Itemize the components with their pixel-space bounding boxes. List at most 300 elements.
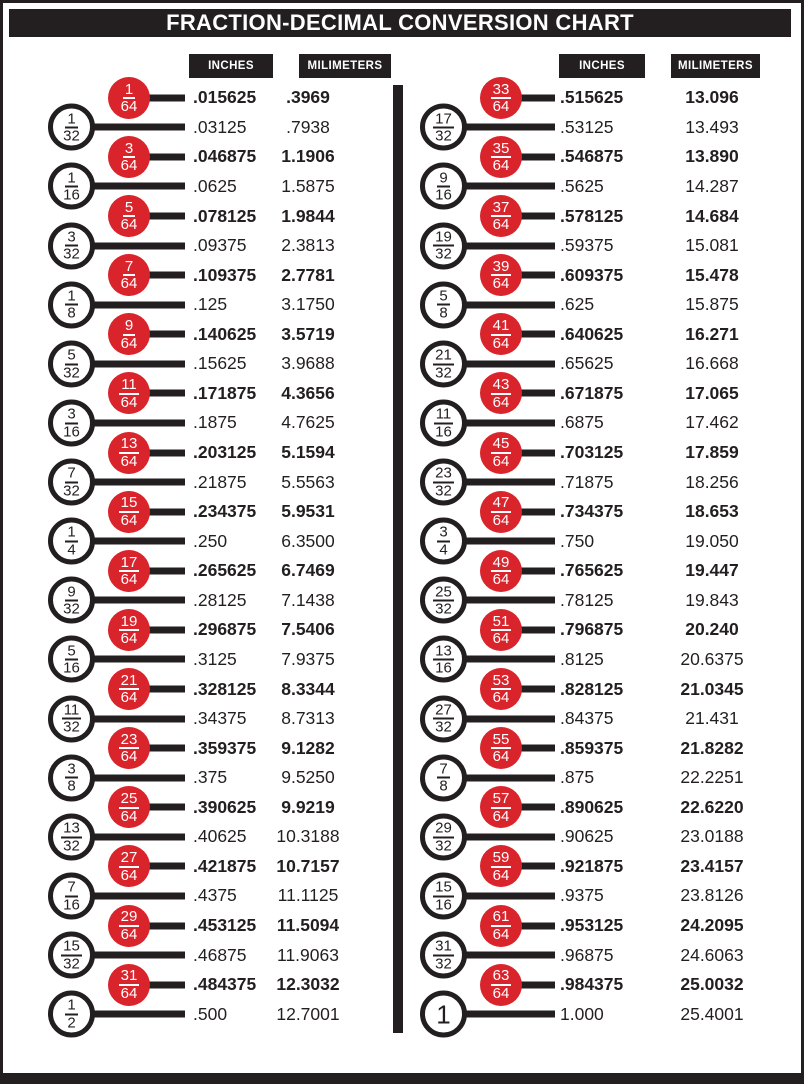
conversion-row xyxy=(420,612,798,648)
inches-value: .46875 xyxy=(193,944,247,965)
fraction-denominator: 64 xyxy=(120,689,138,707)
conversion-row xyxy=(420,999,798,1029)
fraction-circle xyxy=(480,254,522,296)
inches-value: .234375 xyxy=(193,501,257,522)
millimeters-value: 24.2095 xyxy=(680,915,744,936)
fraction-denominator: 64 xyxy=(120,452,138,470)
conversion-row xyxy=(36,701,391,736)
millimeters-value: 21.8282 xyxy=(680,737,744,758)
fraction-denominator: 64 xyxy=(492,393,510,411)
inches-value: .5625 xyxy=(560,175,604,196)
fraction-label xyxy=(63,880,80,913)
conversion-row xyxy=(420,228,798,263)
millimeters-value: 12.3032 xyxy=(276,974,340,995)
fraction-circle xyxy=(420,636,467,683)
millimeters-value: 17.462 xyxy=(685,412,739,433)
fraction-circle xyxy=(480,905,522,947)
fraction-circle xyxy=(48,163,95,210)
fraction-numerator: 13 xyxy=(435,642,452,660)
fraction-circle xyxy=(108,491,150,533)
inches-value: .375 xyxy=(193,767,228,788)
conversion-row xyxy=(36,908,391,943)
millimeters-value: .7938 xyxy=(286,116,330,137)
inches-value: .40625 xyxy=(193,826,247,847)
inches-value: .71875 xyxy=(560,471,614,492)
millimeters-value: 7.1438 xyxy=(281,589,335,610)
fraction-circle xyxy=(480,609,522,651)
fraction-circle xyxy=(480,845,522,887)
fraction-denominator: 16 xyxy=(435,186,452,204)
fraction-numerator: 9 xyxy=(439,169,448,187)
fraction-label xyxy=(121,259,138,292)
millimeters-value: 1.1906 xyxy=(281,146,335,167)
column-header-millimeters-left: MILIMETERS xyxy=(299,54,391,78)
conversion-row xyxy=(36,583,391,618)
inches-value: .671875 xyxy=(560,382,624,403)
fraction-numerator: 25 xyxy=(120,790,138,808)
fraction-circle xyxy=(108,845,150,887)
millimeters-value: 8.7313 xyxy=(281,708,335,729)
fraction-label xyxy=(491,732,512,765)
fraction-numerator: 35 xyxy=(492,139,510,157)
fraction-numerator: 11 xyxy=(435,405,452,423)
fraction-circle xyxy=(108,313,150,355)
fraction-denominator: 4 xyxy=(67,541,76,559)
fraction-denominator: 64 xyxy=(492,511,510,529)
conversion-row xyxy=(420,494,798,529)
fraction-label xyxy=(65,998,77,1031)
fraction-denominator: 64 xyxy=(120,748,138,766)
fraction-denominator: 64 xyxy=(492,925,510,943)
fraction-label xyxy=(63,111,80,144)
fraction-denominator: 64 xyxy=(120,511,138,529)
conversion-row xyxy=(420,523,798,559)
millimeters-value: 19.843 xyxy=(685,589,739,610)
inches-value: .3125 xyxy=(193,648,237,669)
inches-value: .750 xyxy=(560,530,595,551)
fraction-numerator: 15 xyxy=(63,937,80,955)
inches-value: .96875 xyxy=(560,944,614,965)
fraction-label xyxy=(121,141,138,174)
millimeters-value: 5.5563 xyxy=(281,471,335,492)
fraction-denominator: 64 xyxy=(120,157,138,175)
fraction-denominator: 64 xyxy=(492,571,510,589)
inches-value: .625 xyxy=(560,294,595,315)
conversion-row xyxy=(36,553,391,589)
conversion-row xyxy=(36,790,391,825)
millimeters-value: 19.050 xyxy=(685,530,739,551)
fraction-numerator: 29 xyxy=(435,819,452,837)
fraction-label xyxy=(119,732,140,765)
fraction-denominator: 64 xyxy=(120,571,138,589)
inches-value: 1.000 xyxy=(560,1003,604,1024)
fraction-denominator: 64 xyxy=(492,334,510,352)
fraction-label xyxy=(121,318,138,351)
inches-value: .171875 xyxy=(193,382,257,403)
fraction-label xyxy=(491,909,512,942)
inches-value: .296875 xyxy=(193,619,257,640)
fraction-numerator: 5 xyxy=(439,287,448,305)
fraction-label xyxy=(119,791,140,824)
fraction-circle xyxy=(420,754,467,801)
conversion-row xyxy=(36,169,391,204)
fraction-numerator: 29 xyxy=(120,908,138,926)
inches-value: .4375 xyxy=(193,885,237,906)
fraction-numerator: 19 xyxy=(120,612,138,630)
inches-value: .9375 xyxy=(560,885,604,906)
millimeters-value: 10.3188 xyxy=(276,826,340,847)
fraction-denominator: 32 xyxy=(435,955,452,973)
conversion-row xyxy=(36,376,391,411)
fraction-label xyxy=(433,348,454,381)
fraction-circle xyxy=(420,813,467,860)
inches-value: .140625 xyxy=(193,323,257,344)
fraction-numerator: 9 xyxy=(124,317,134,335)
conversion-row xyxy=(36,435,391,470)
conversion-row xyxy=(36,494,391,529)
fraction-circle xyxy=(108,136,150,178)
fraction-denominator: 64 xyxy=(120,98,138,116)
fraction-numerator: 55 xyxy=(492,730,510,748)
fraction-numerator: 1 xyxy=(67,169,76,187)
millimeters-value: 3.9688 xyxy=(281,353,335,374)
conversion-row xyxy=(36,110,391,145)
inches-value: .1875 xyxy=(193,412,237,433)
millimeters-value: 20.240 xyxy=(685,619,739,640)
inches-value: .15625 xyxy=(193,353,247,374)
fraction-denominator: 64 xyxy=(492,98,510,116)
millimeters-value: 3.5719 xyxy=(281,323,335,344)
millimeters-value: 25.4001 xyxy=(680,1003,744,1024)
millimeters-value: 18.653 xyxy=(685,501,739,522)
inches-value: .484375 xyxy=(193,974,257,995)
fraction-denominator: 64 xyxy=(492,216,510,234)
conversion-row xyxy=(36,257,391,293)
fraction-label xyxy=(434,407,454,440)
fraction-circle xyxy=(108,786,150,828)
fraction-circle xyxy=(108,727,150,769)
fraction-numerator: 15 xyxy=(435,878,452,896)
fraction-numerator: 11 xyxy=(121,376,137,394)
fraction-denominator: 32 xyxy=(63,127,80,145)
conversion-row xyxy=(420,937,798,973)
column-header-inches-left: INCHES xyxy=(189,54,273,78)
fraction-numerator: 3 xyxy=(124,139,134,157)
fraction-circle xyxy=(48,459,95,506)
column-header-millimeters-right: MILIMETERS xyxy=(671,54,760,78)
inches-value: .453125 xyxy=(193,915,257,936)
conversion-row xyxy=(420,583,798,618)
millimeters-value: 23.4157 xyxy=(680,855,744,876)
fraction-circle xyxy=(420,281,467,328)
fraction-denominator: 64 xyxy=(120,216,138,234)
fraction-numerator: 1 xyxy=(67,110,76,128)
fraction-circle xyxy=(420,872,467,919)
fraction-label xyxy=(63,407,80,440)
millimeters-value: 17.065 xyxy=(685,382,739,403)
fraction-numerator: 23 xyxy=(120,730,138,748)
fraction-label xyxy=(491,850,512,883)
millimeters-value: 25.0032 xyxy=(680,974,744,995)
inches-value: .21875 xyxy=(193,471,247,492)
inches-value: .734375 xyxy=(560,501,624,522)
fraction-circle xyxy=(420,518,467,565)
conversion-row xyxy=(420,257,798,293)
column-header-inches-right: INCHES xyxy=(559,54,645,78)
fraction-numerator: 31 xyxy=(120,967,138,985)
fraction-circle xyxy=(480,786,522,828)
inches-value: .250 xyxy=(193,530,228,551)
fraction-circle xyxy=(48,518,95,565)
fraction-denominator: 8 xyxy=(67,777,76,795)
fraction-label xyxy=(433,643,454,676)
fraction-circle xyxy=(48,104,95,151)
fraction-circle xyxy=(480,964,522,1006)
fraction-denominator: 8 xyxy=(439,304,448,322)
fraction-numerator: 53 xyxy=(492,671,510,689)
page-title: FRACTION-DECIMAL CONVERSION CHART xyxy=(9,9,791,37)
fraction-label xyxy=(437,761,449,794)
fraction-label xyxy=(119,495,140,528)
fraction-denominator: 16 xyxy=(63,186,80,204)
fraction-numerator: 1 xyxy=(67,287,76,305)
fraction-denominator: 16 xyxy=(435,659,452,677)
fraction-label xyxy=(119,850,140,883)
conversion-row xyxy=(420,849,798,884)
millimeters-value: 16.668 xyxy=(685,353,739,374)
fraction-label xyxy=(491,259,512,292)
fraction-denominator: 16 xyxy=(435,896,452,914)
millimeters-value: 2.3813 xyxy=(281,235,335,256)
conversion-row xyxy=(36,139,391,175)
inches-value: .046875 xyxy=(193,146,257,167)
fraction-circle xyxy=(108,77,150,119)
fraction-denominator: 16 xyxy=(63,423,80,441)
fraction-denominator: 64 xyxy=(492,452,510,470)
conversion-row xyxy=(420,405,798,441)
fraction-numerator: 43 xyxy=(492,376,510,394)
inches-value: .421875 xyxy=(193,855,257,876)
fraction-denominator: 32 xyxy=(63,245,80,263)
fraction-circle xyxy=(108,550,150,592)
fraction-denominator: 64 xyxy=(120,334,138,352)
left-column xyxy=(36,80,391,1032)
fraction-label xyxy=(491,555,512,588)
conversion-row xyxy=(36,819,391,855)
fraction-denominator: 64 xyxy=(492,984,510,1002)
fraction-numerator: 57 xyxy=(492,790,510,808)
conversion-row xyxy=(420,80,798,116)
fraction-label xyxy=(63,466,80,499)
inches-value: .515625 xyxy=(560,87,624,108)
fraction-label xyxy=(433,821,454,854)
fraction-numerator: 33 xyxy=(492,80,510,98)
fraction-circle xyxy=(108,432,150,474)
fraction-numerator: 45 xyxy=(492,435,510,453)
conversion-row xyxy=(36,612,391,648)
conversion-row xyxy=(420,139,798,175)
fraction-numerator: 1 xyxy=(67,523,76,541)
inches-value: .109375 xyxy=(193,264,257,285)
fraction-circle xyxy=(480,727,522,769)
inches-value: .265625 xyxy=(193,560,257,581)
inches-value: .875 xyxy=(560,767,595,788)
millimeters-value: 2.7781 xyxy=(281,264,335,285)
conversion-row xyxy=(36,878,391,914)
inches-value: .703125 xyxy=(560,442,624,463)
fraction-circle xyxy=(480,550,522,592)
millimeters-value: 7.5406 xyxy=(281,619,335,640)
fraction-denominator: 32 xyxy=(63,600,80,618)
fraction-numerator: 23 xyxy=(435,464,452,482)
fraction-circle xyxy=(48,399,95,446)
fraction-circle xyxy=(480,372,522,414)
inches-value: .609375 xyxy=(560,264,624,285)
conversion-row xyxy=(420,435,798,470)
fraction-label xyxy=(433,880,454,913)
fraction-denominator: 16 xyxy=(63,659,80,677)
fraction-label xyxy=(433,939,454,972)
fraction-numerator: 3 xyxy=(439,523,448,541)
fraction-label xyxy=(119,673,140,706)
millimeters-value: 9.9219 xyxy=(281,796,335,817)
conversion-row xyxy=(36,642,391,677)
fraction-circle xyxy=(108,964,150,1006)
fraction-denominator: 64 xyxy=(120,630,138,648)
fraction-circle xyxy=(48,813,95,860)
fraction-circle xyxy=(108,668,150,710)
fraction-circle xyxy=(420,340,467,387)
fraction-label xyxy=(491,673,512,706)
fraction-denominator: 32 xyxy=(435,364,452,382)
conversion-row xyxy=(36,346,391,382)
millimeters-value: 22.6220 xyxy=(680,796,744,817)
fraction-circle xyxy=(108,372,150,414)
conversion-row xyxy=(420,878,798,914)
conversion-row xyxy=(36,198,391,234)
fraction-numerator: 25 xyxy=(435,583,452,601)
conversion-row xyxy=(420,464,798,500)
fraction-denominator: 32 xyxy=(435,718,452,736)
conversion-row xyxy=(36,287,391,322)
millimeters-value: 5.1594 xyxy=(281,442,335,463)
millimeters-value: 5.9531 xyxy=(281,501,335,522)
fraction-denominator: 8 xyxy=(439,777,448,795)
fraction-label xyxy=(436,999,451,1030)
fraction-circle xyxy=(48,281,95,328)
right-column xyxy=(420,80,798,1030)
fraction-numerator: 27 xyxy=(120,849,138,867)
fraction-circle xyxy=(108,609,150,651)
fraction-label xyxy=(433,584,454,617)
fraction-numerator: 5 xyxy=(124,198,134,216)
fraction-denominator: 64 xyxy=(492,275,510,293)
conversion-row xyxy=(420,760,798,795)
fraction-numerator: 7 xyxy=(67,878,76,896)
fraction-circle xyxy=(420,932,467,979)
inches-value: .8125 xyxy=(560,648,604,669)
millimeters-value: 1.9844 xyxy=(281,205,335,226)
fraction-label xyxy=(121,200,138,233)
fraction-circle xyxy=(480,432,522,474)
fraction-numerator: 1 xyxy=(67,996,76,1014)
fraction-circle xyxy=(48,991,95,1038)
millimeters-value: 4.3656 xyxy=(281,382,335,403)
millimeters-value: 12.7001 xyxy=(276,1003,340,1024)
fraction-label xyxy=(63,584,80,617)
millimeters-value: 15.081 xyxy=(685,235,739,256)
fraction-numerator: 9 xyxy=(67,583,76,601)
fraction-label xyxy=(433,111,454,144)
fraction-denominator: 64 xyxy=(492,866,510,884)
conversion-row xyxy=(36,730,391,766)
fraction-denominator: 64 xyxy=(492,157,510,175)
fraction-label xyxy=(121,82,138,115)
inches-value: .921875 xyxy=(560,855,624,876)
inches-value: .203125 xyxy=(193,442,257,463)
fraction-circle xyxy=(48,932,95,979)
fraction-circle xyxy=(420,459,467,506)
conversion-row xyxy=(36,80,391,116)
fraction-numerator: 17 xyxy=(435,110,452,128)
inches-value: .53125 xyxy=(560,116,614,137)
fraction-circle xyxy=(480,77,522,119)
fraction-numerator: 7 xyxy=(124,257,134,275)
fraction-numerator: 13 xyxy=(120,435,138,453)
inches-value: .90625 xyxy=(560,826,614,847)
fraction-denominator: 32 xyxy=(435,837,452,855)
millimeters-value: .3969 xyxy=(286,87,330,108)
fraction-label xyxy=(491,968,512,1001)
conversion-row xyxy=(420,169,798,204)
millimeters-value: 19.447 xyxy=(685,560,739,581)
fraction-numerator: 3 xyxy=(67,405,76,423)
conversion-row xyxy=(36,317,391,352)
fraction-circle xyxy=(108,195,150,237)
conversion-row xyxy=(36,760,391,795)
fraction-denominator: 64 xyxy=(120,984,138,1002)
fraction-label xyxy=(61,821,82,854)
fraction-circle xyxy=(420,695,467,742)
fraction-numerator: 3 xyxy=(67,760,76,778)
fraction-circle xyxy=(48,222,95,269)
inches-value: .6875 xyxy=(560,412,604,433)
fraction-denominator: 32 xyxy=(435,245,452,263)
fraction-denominator: 64 xyxy=(492,748,510,766)
inches-value: .890625 xyxy=(560,796,624,817)
conversion-row xyxy=(420,110,798,145)
millimeters-value: 16.271 xyxy=(685,323,739,344)
conversion-row xyxy=(36,671,391,707)
fraction-circle xyxy=(48,340,95,387)
fraction-denominator: 64 xyxy=(120,393,138,411)
millimeters-value: 20.6375 xyxy=(680,648,744,669)
inches-value: .28125 xyxy=(193,589,247,610)
fraction-circle xyxy=(48,695,95,742)
fraction-circle xyxy=(420,222,467,269)
millimeters-value: 13.493 xyxy=(685,116,739,137)
fraction-circle xyxy=(48,577,95,624)
conversion-row xyxy=(420,790,798,825)
inches-value: .078125 xyxy=(193,205,257,226)
inches-value: .34375 xyxy=(193,708,247,729)
conversion-row xyxy=(36,937,391,973)
fraction-denominator: 64 xyxy=(492,689,510,707)
fraction-denominator: 32 xyxy=(63,955,80,973)
fraction-label xyxy=(491,141,512,174)
fraction-label xyxy=(119,968,140,1001)
fraction-numerator: 5 xyxy=(67,346,76,364)
